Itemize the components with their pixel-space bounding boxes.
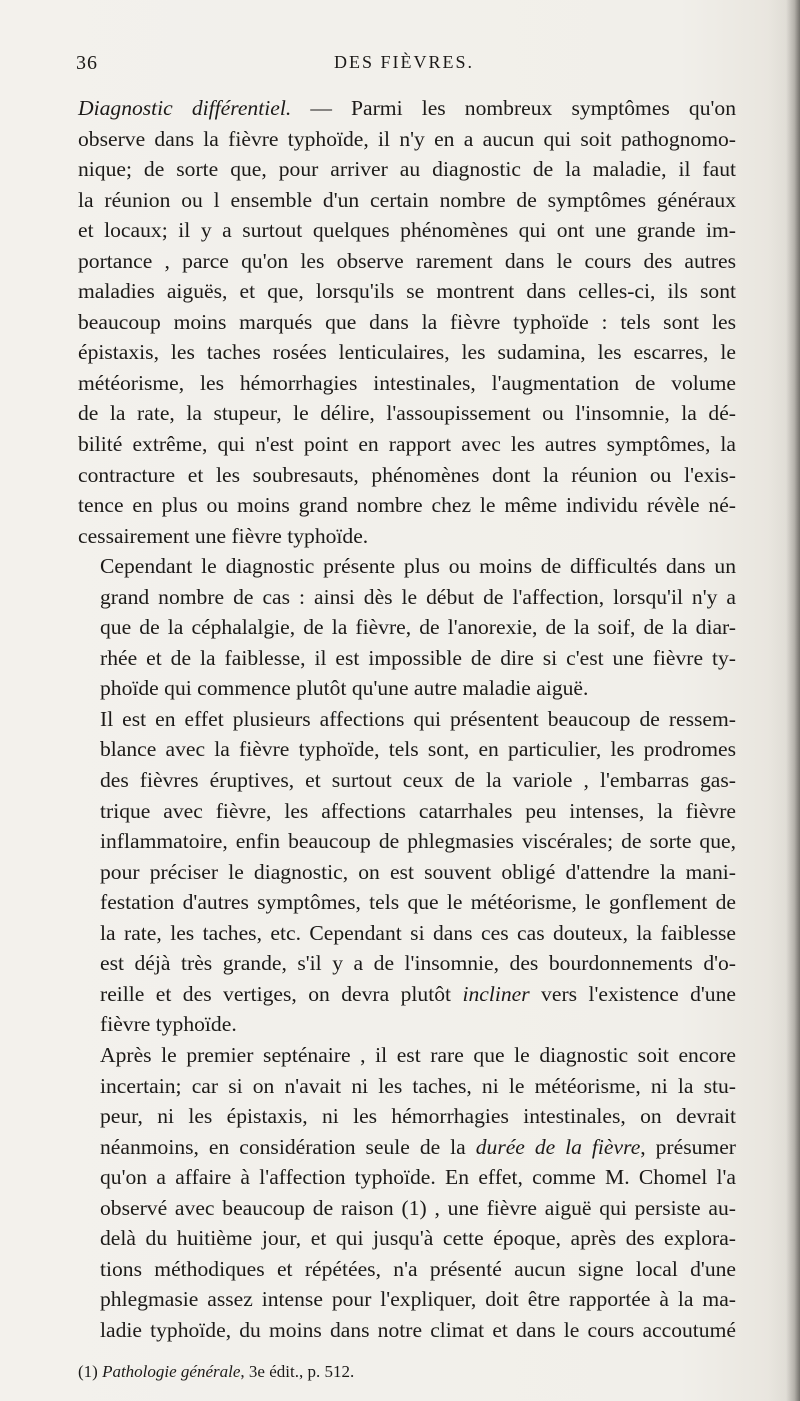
text-line: pour préciser le diagnostic, on est souvent obligé d'attendre la mani-	[100, 859, 736, 884]
text-line: maladies aiguës, et que, lorsqu'ils se montrent dans celles-ci, ils sont	[78, 279, 736, 304]
emphasis: durée de la fièvre	[475, 1134, 641, 1159]
text-line: peur, ni les épistaxis, ni les hémorrhagies intestinales, on devrait	[100, 1104, 736, 1129]
text-line: trique avec fièvre, les affections catarrhales peu intenses, la fièvre	[100, 798, 736, 823]
text-line: beaucoup moins marqués que dans la fièvre typhoïde : tels sont les	[78, 309, 736, 334]
text-line: de la rate, la stupeur, le délire, l'assoupissement ou l'insomnie, la dé-	[78, 401, 736, 426]
text-line: tions méthodiques et répétées, n'a présenté aucun signe local d'une	[100, 1256, 736, 1281]
footnote-title: Pathologie générale	[102, 1362, 241, 1381]
text-line: Il est en effet plusieurs affections qui présentent beaucoup de ressem-	[100, 706, 736, 731]
text-line: grand nombre de cas : ainsi dès le début de l'affection, lorsqu'il n'y a	[100, 584, 736, 609]
text-line: ladie typhoïde, du moins dans notre climat et dans le cours accoutumé	[100, 1317, 736, 1342]
text-line: néanmoins, en considération seule de la durée de la fièvre, présumer	[100, 1134, 736, 1159]
text-line: et locaux; il y a surtout quelques phénomènes qui ont une grande im-	[78, 218, 736, 243]
text-line: rhée et de la faiblesse, il est impossible de dire si c'est une fièvre ty-	[100, 645, 736, 670]
text-line: tence en plus ou moins grand nombre chez le même individu révèle né-	[78, 493, 736, 518]
text-line: des fièvres éruptives, et surtout ceux de la variole , l'embarras gas-	[100, 768, 736, 793]
text-line: contracture et les soubresauts, phénomènes dont la réunion ou l'exis-	[78, 462, 736, 487]
text-line: portance , parce qu'on les observe rarement dans le cours des autres	[78, 248, 736, 273]
text-line: delà du huitième jour, et qui jusqu'à cette époque, après des explora-	[100, 1226, 736, 1251]
text-line: est déjà très grande, s'il y a de l'insomnie, des bourdonnements d'o-	[100, 951, 736, 976]
text-line: Cependant le diagnostic présente plus ou moins de difficultés dans un	[100, 554, 736, 579]
paragraph-diagnostic	[78, 93, 736, 551]
text-line: reille et des vertiges, on devra plutôt incliner vers l'existence d'une	[100, 981, 736, 1006]
text-line: que de la céphalalgie, de la fièvre, de l'anorexie, de la soif, de la diar-	[100, 615, 736, 640]
text-line: phoïde qui commence plutôt qu'une autre maladie aiguë.	[100, 676, 589, 701]
text-line: observe dans la fièvre typhoïde, il n'y en a aucun qui soit pathognomo-	[78, 126, 736, 151]
page-header	[76, 52, 732, 82]
text-line: incertain; car si on n'avait ni les taches, ni le météorisme, ni la stu-	[100, 1073, 736, 1098]
body-text	[78, 93, 736, 1345]
emphasis: incliner	[462, 981, 530, 1006]
text-line: inflammatoire, enfin beaucoup de phlegmasies viscérales; de sorte que,	[100, 829, 736, 854]
text-line: phlegmasie assez intense pour l'expliquer, doit être rapportée à la ma-	[100, 1287, 736, 1312]
text-line: épistaxis, les taches rosées lenticulaires, les sudamina, les escarres, le	[78, 340, 736, 365]
page-edge-shadow	[786, 0, 800, 1401]
page-number: 36	[76, 52, 98, 74]
section-lead: Diagnostic différentiel.	[78, 96, 292, 120]
paragraph-resemblance	[78, 704, 736, 1040]
text-line: cessairement une fièvre typhoïde.	[78, 523, 369, 548]
text-line: Diagnostic différentiel. — Parmi les nombreux symptômes qu'on	[78, 96, 736, 120]
text-line: Après le premier septénaire , il est rare que le diagnostic soit encore	[100, 1042, 736, 1067]
text-line: météorisme, les hémorrhagies intestinales, l'augmentation de volume	[78, 370, 736, 395]
text-line: festation d'autres symptômes, tels que le météorisme, le gonflement de	[100, 890, 736, 915]
text-line: bilité extrême, qui n'est point en rapport avec les autres symptômes, la	[78, 432, 736, 457]
text-line: fièvre typhoïde.	[100, 1012, 237, 1037]
footnote	[78, 1360, 736, 1384]
footnote-reference: , 3e édit., p. 512.	[240, 1362, 355, 1381]
paragraph-septenary	[78, 1040, 736, 1345]
paragraph-difficulties	[78, 551, 736, 704]
text-line: nique; de sorte que, pour arriver au diagnostic de la maladie, il faut	[78, 157, 736, 182]
text-line: qu'on a affaire à l'affection typhoïde. En effet, comme M. Chomel l'a	[100, 1165, 736, 1190]
text-line: observé avec beaucoup de raison (1) , une fièvre aiguë qui persiste au-	[100, 1195, 736, 1220]
running-title: DES FIÈVRES.	[333, 52, 474, 72]
text-line: la réunion ou l ensemble d'un certain nombre de symptômes généraux	[78, 187, 736, 212]
footnote-marker: (1)	[78, 1362, 103, 1381]
text-line: la rate, les taches, etc. Cependant si dans ces cas douteux, la faiblesse	[100, 920, 736, 945]
text-line: blance avec la fièvre typhoïde, tels sont, en particulier, les prodromes	[100, 737, 736, 762]
